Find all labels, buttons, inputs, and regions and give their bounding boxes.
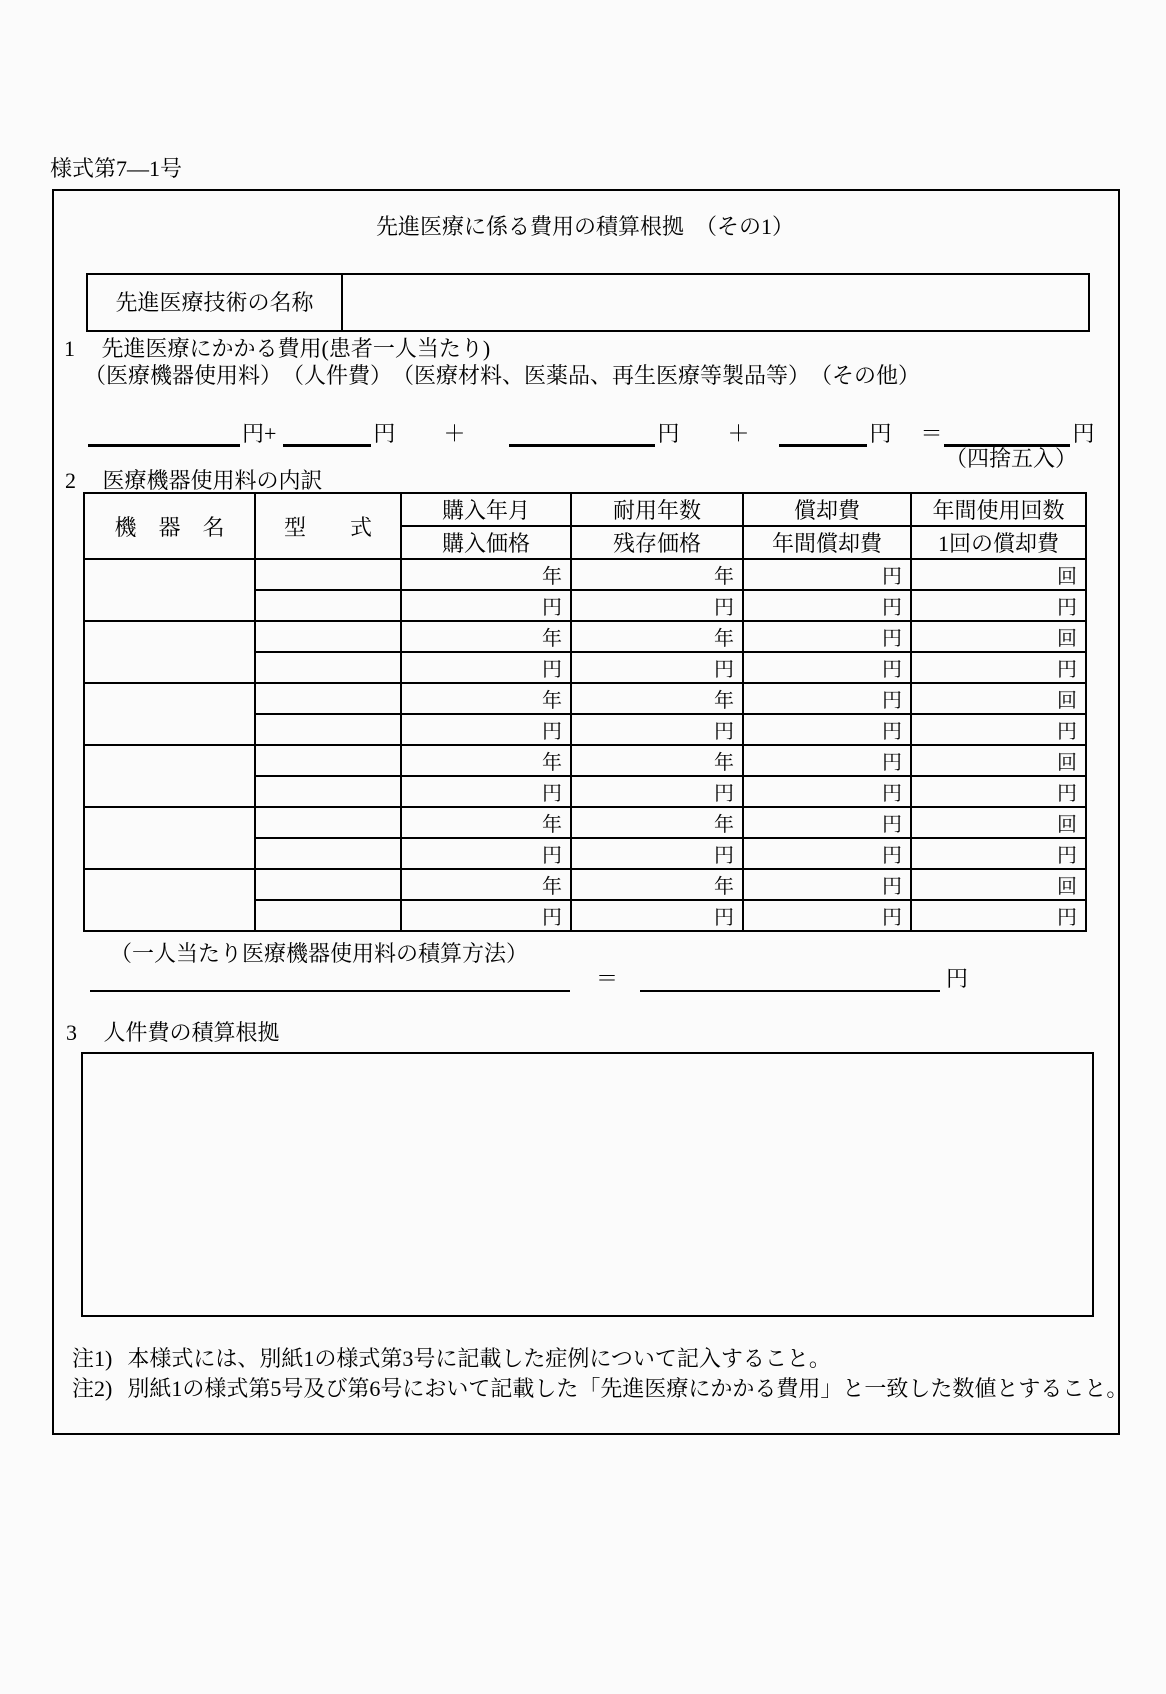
purchase-price-cell[interactable]: 円 bbox=[401, 590, 571, 621]
depreciation-cell[interactable]: 円 bbox=[743, 621, 911, 652]
note2-text: 別紙1の様式第5号及び第6号において記載した「先進医療にかかる費用」と一致した数値とすること。 bbox=[127, 1376, 1129, 1401]
section2-number: 2 bbox=[65, 468, 76, 493]
annual-use-count-cell[interactable]: 回 bbox=[911, 745, 1086, 776]
model-type-cell[interactable] bbox=[255, 745, 401, 776]
section1-number: 1 bbox=[64, 336, 75, 361]
residual-value-cell[interactable]: 円 bbox=[571, 838, 743, 869]
purchase-year-cell[interactable]: 年 bbox=[401, 745, 571, 776]
annual-depreciation-cell[interactable]: 円 bbox=[743, 776, 911, 807]
service-life-header-top: 耐用年数 bbox=[571, 493, 743, 526]
service-life-cell[interactable]: 年 bbox=[571, 869, 743, 900]
depreciation-header-bottom: 年間償却費 bbox=[743, 526, 911, 559]
purchase-price-cell[interactable]: 円 bbox=[401, 838, 571, 869]
model-type-cell[interactable] bbox=[255, 590, 401, 621]
equipment-name-cell[interactable] bbox=[84, 807, 255, 869]
equipment-name-cell[interactable] bbox=[84, 559, 255, 621]
amount-blank[interactable] bbox=[88, 418, 240, 447]
service-life-cell[interactable]: 年 bbox=[571, 621, 743, 652]
amount-blank[interactable] bbox=[283, 418, 371, 447]
section3-heading-row bbox=[66, 1020, 280, 1046]
equipment-name-cell[interactable] bbox=[84, 745, 255, 807]
amount-blank[interactable] bbox=[944, 418, 1070, 447]
annual-depreciation-cell[interactable]: 円 bbox=[743, 838, 911, 869]
technology-name-input[interactable] bbox=[343, 275, 1088, 330]
depreciation-cell[interactable]: 円 bbox=[743, 807, 911, 838]
cost-categories-label: （医療機器使用料） （人件費） （医療材料、医薬品、再生医療等製品等） （その他） bbox=[84, 363, 921, 388]
model-type-cell[interactable] bbox=[255, 807, 401, 838]
purchase-year-cell[interactable]: 年 bbox=[401, 559, 571, 590]
section2-heading: 医療機器使用料の内訳 bbox=[102, 468, 323, 493]
cost-formula-row bbox=[88, 419, 1095, 447]
residual-value-cell[interactable]: 円 bbox=[571, 652, 743, 683]
formula-symbol: 円+ bbox=[242, 421, 277, 446]
purchase-price-cell[interactable]: 円 bbox=[401, 900, 571, 931]
annual-use-count-cell[interactable]: 回 bbox=[911, 621, 1086, 652]
form-title: 先進医療に係る費用の積算根拠 （その1） bbox=[375, 214, 794, 239]
model-type-cell[interactable] bbox=[255, 714, 401, 745]
service-life-cell[interactable]: 年 bbox=[571, 559, 743, 590]
depreciation-cell[interactable]: 円 bbox=[743, 869, 911, 900]
equipment-name-cell[interactable] bbox=[84, 621, 255, 683]
equipment-name-header: 機 器 名 bbox=[84, 493, 255, 559]
form-number: 様式第7―1号 bbox=[50, 156, 183, 181]
section3-heading: 人件費の積算根拠 bbox=[103, 1020, 280, 1045]
purchase-year-cell[interactable]: 年 bbox=[401, 869, 571, 900]
annual-depreciation-cell[interactable]: 円 bbox=[743, 590, 911, 621]
section2-heading-row bbox=[65, 468, 323, 494]
annual-depreciation-cell[interactable]: 円 bbox=[743, 714, 911, 745]
equipment-name-cell[interactable] bbox=[84, 869, 255, 931]
section3-number: 3 bbox=[66, 1020, 77, 1045]
purchase-header-bottom: 購入価格 bbox=[401, 526, 571, 559]
method-blank[interactable] bbox=[90, 968, 570, 992]
personnel-cost-input-area[interactable] bbox=[81, 1052, 1094, 1317]
model-type-cell[interactable] bbox=[255, 683, 401, 714]
annual-depreciation-cell[interactable]: 円 bbox=[743, 652, 911, 683]
model-type-cell[interactable] bbox=[255, 838, 401, 869]
purchase-year-cell[interactable]: 年 bbox=[401, 621, 571, 652]
purchase-price-cell[interactable]: 円 bbox=[401, 714, 571, 745]
per-use-depreciation-cell[interactable]: 円 bbox=[911, 838, 1086, 869]
rounding-note: （四捨五入） bbox=[945, 446, 1078, 471]
depreciation-cell[interactable]: 円 bbox=[743, 559, 911, 590]
formula-symbol: 円 bbox=[657, 421, 680, 446]
model-type-header: 型 式 bbox=[255, 493, 401, 559]
amount-blank[interactable] bbox=[509, 418, 655, 447]
note1-label: 注1) bbox=[72, 1346, 113, 1371]
annual-use-count-cell[interactable]: 回 bbox=[911, 683, 1086, 714]
per-use-depreciation-cell[interactable]: 円 bbox=[911, 590, 1086, 621]
formula-symbol: ＝ bbox=[920, 421, 943, 446]
formula-symbol: 円 bbox=[869, 421, 892, 446]
formula-symbol: 円 bbox=[373, 421, 396, 446]
service-life-cell[interactable]: 年 bbox=[571, 683, 743, 714]
equipment-name-cell[interactable] bbox=[84, 683, 255, 745]
note1-text: 本様式には、別紙1の様式第3号に記載した症例について記入すること。 bbox=[127, 1346, 831, 1371]
purchase-year-cell[interactable]: 年 bbox=[401, 683, 571, 714]
purchase-price-cell[interactable]: 円 bbox=[401, 652, 571, 683]
per-use-depreciation-cell[interactable]: 円 bbox=[911, 776, 1086, 807]
purchase-header-top: 購入年月 bbox=[401, 493, 571, 526]
per-use-depreciation-cell[interactable]: 円 bbox=[911, 900, 1086, 931]
usage-count-header-top: 年間使用回数 bbox=[911, 493, 1086, 526]
purchase-price-cell[interactable]: 円 bbox=[401, 776, 571, 807]
model-type-cell[interactable] bbox=[255, 869, 401, 900]
annual-depreciation-cell[interactable]: 円 bbox=[743, 900, 911, 931]
equipment-usage-table bbox=[83, 492, 1087, 932]
section1-heading-row bbox=[64, 336, 490, 362]
method-label: （一人当たり医療機器使用料の積算方法） bbox=[110, 941, 529, 966]
yen-unit-label: 円 bbox=[946, 966, 969, 991]
model-type-cell[interactable] bbox=[255, 621, 401, 652]
per-use-depreciation-cell[interactable]: 円 bbox=[911, 652, 1086, 683]
usage-count-header-bottom: 1回の償却費 bbox=[911, 526, 1086, 559]
purchase-year-cell[interactable]: 年 bbox=[401, 807, 571, 838]
formula-symbol: ＋ bbox=[443, 421, 466, 446]
service-life-header-bottom: 残存価格 bbox=[571, 526, 743, 559]
service-life-cell[interactable]: 年 bbox=[571, 807, 743, 838]
residual-value-cell[interactable]: 円 bbox=[571, 776, 743, 807]
residual-value-cell[interactable]: 円 bbox=[571, 590, 743, 621]
section1-heading: 先進医療にかかる費用(患者一人当たり) bbox=[101, 336, 491, 361]
annual-use-count-cell[interactable]: 回 bbox=[911, 869, 1086, 900]
model-type-cell[interactable] bbox=[255, 776, 401, 807]
equals-sign: ＝ bbox=[596, 966, 619, 991]
model-type-cell[interactable] bbox=[255, 559, 401, 590]
formula-symbol: ＋ bbox=[727, 421, 750, 446]
depreciation-header-top: 償却費 bbox=[743, 493, 911, 526]
annual-use-count-cell[interactable]: 回 bbox=[911, 559, 1086, 590]
note2-label: 注2) bbox=[72, 1376, 113, 1401]
model-type-cell[interactable] bbox=[255, 900, 401, 931]
residual-value-cell[interactable]: 円 bbox=[571, 714, 743, 745]
depreciation-cell[interactable]: 円 bbox=[743, 683, 911, 714]
residual-value-cell[interactable]: 円 bbox=[571, 900, 743, 931]
note-2 bbox=[72, 1376, 1128, 1402]
technology-name-label: 先進医療技術の名称 bbox=[88, 275, 343, 330]
note-1 bbox=[72, 1346, 831, 1372]
model-type-cell[interactable] bbox=[255, 652, 401, 683]
method-amount-blank[interactable] bbox=[640, 968, 940, 992]
depreciation-cell[interactable]: 円 bbox=[743, 745, 911, 776]
amount-blank[interactable] bbox=[779, 418, 867, 447]
technology-name-box bbox=[86, 273, 1090, 332]
service-life-cell[interactable]: 年 bbox=[571, 745, 743, 776]
annual-use-count-cell[interactable]: 回 bbox=[911, 807, 1086, 838]
formula-symbol: 円 bbox=[1072, 421, 1095, 446]
per-use-depreciation-cell[interactable]: 円 bbox=[911, 714, 1086, 745]
